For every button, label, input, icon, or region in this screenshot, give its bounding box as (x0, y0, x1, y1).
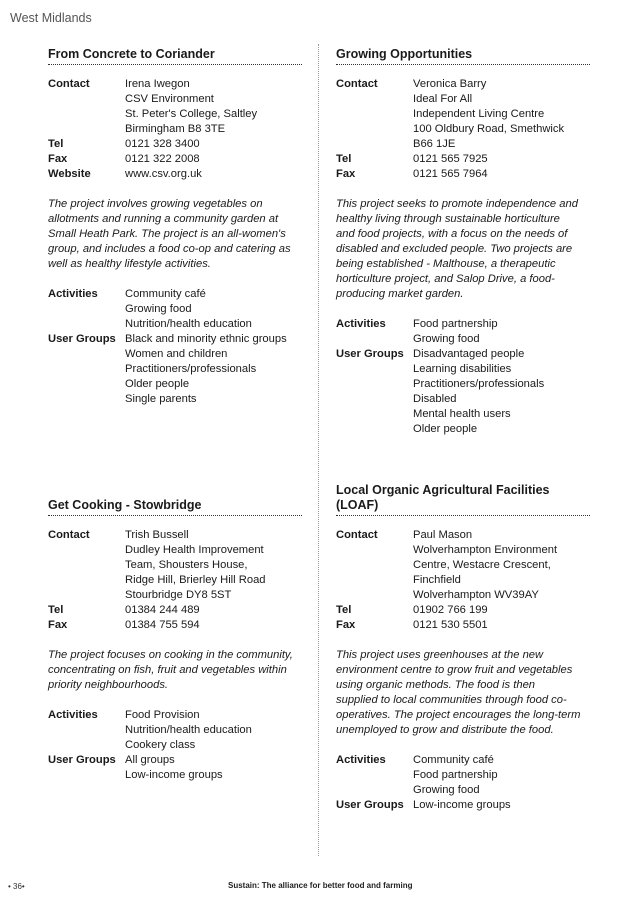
project-title-line: From Concrete to Coriander (48, 47, 215, 61)
activities-label: Activities (336, 318, 386, 330)
activities-section (48, 287, 302, 407)
activities-label: Activities (336, 754, 386, 766)
contact-line: Stourbridge DY8 5ST (125, 589, 232, 601)
project-title (336, 47, 590, 65)
fax-value: 0121 322 2008 (125, 153, 200, 165)
user-groups-label: User Groups (48, 754, 116, 766)
activity-item: Growing food (413, 333, 480, 345)
contact-line: Irena Iwegon (125, 78, 190, 90)
user-group-item: All groups (125, 754, 175, 766)
user-group-item: Black and minority ethnic groups (125, 333, 287, 345)
user-groups-label: User Groups (336, 348, 404, 360)
contact-line: B66 1JE (413, 138, 456, 150)
activities-section (48, 708, 302, 783)
website-label: Website (48, 168, 91, 180)
tel-label: Tel (48, 138, 64, 150)
user-group-item: Mental health users (413, 408, 511, 420)
contact-details (48, 77, 302, 182)
project-title (336, 483, 590, 516)
description-line: healthy living through sustainable horticulture (336, 213, 560, 225)
project-entry (336, 483, 590, 813)
user-groups-label: User Groups (336, 799, 404, 811)
contact-line: 100 Oldbury Road, Smethwick (413, 123, 565, 135)
contact-line: Birmingham B8 3TE (125, 123, 226, 135)
description-line: concentrating on fish, fruit and vegetables within (48, 664, 287, 676)
description-line: operatives. The project encourages the long-term (336, 709, 581, 721)
contact-line: Independent Living Centre (413, 108, 545, 120)
activity-item: Growing food (125, 303, 192, 315)
contact-line: Wolverhampton WV39AY (413, 589, 539, 601)
contact-details (336, 528, 590, 633)
contact-line: Ridge Hill, Brierley Hill Road (125, 574, 266, 586)
description-line: The project involves growing vegetables on (48, 198, 263, 210)
description-line: being established - Malthouse, a therapeutic (336, 258, 556, 270)
activities-section (336, 317, 590, 437)
contact-details (336, 77, 590, 182)
description-line: The project focuses on cooking in the community, (48, 649, 293, 661)
user-group-item: Practitioners/professionals (413, 378, 545, 390)
project-description (336, 648, 590, 738)
tel-value: 01902 766 199 (413, 604, 488, 616)
user-group-item: Low-income groups (413, 799, 511, 811)
contact-line: Paul Mason (413, 529, 473, 541)
activity-item: Nutrition/health education (125, 724, 252, 736)
description-line: unemployed to grow and distribute the food. (336, 724, 554, 736)
fax-value: 0121 565 7964 (413, 168, 488, 180)
activity-item: Nutrition/health education (125, 318, 252, 330)
page-number: • 36• (8, 882, 25, 891)
project-entry (48, 47, 302, 407)
activities-label: Activities (48, 709, 98, 721)
description-line: group, and includes a food co-op and catering as (48, 243, 291, 255)
fax-value: 0121 530 5501 (413, 619, 488, 631)
website-link[interactable]: www.csv.org.uk (125, 168, 202, 180)
activity-item: Food partnership (413, 318, 498, 330)
description-line: producing market garden. (336, 288, 464, 300)
fax-value: 01384 755 594 (125, 619, 200, 631)
activities-section (336, 753, 590, 813)
contact-line: Ideal For All (413, 93, 473, 105)
tel-label: Tel (336, 604, 352, 616)
description-line: using organic methods. The food is then (336, 679, 536, 691)
user-group-item: Older people (125, 378, 190, 390)
user-group-item: Older people (413, 423, 478, 435)
tel-label: Tel (48, 604, 64, 616)
project-description (48, 648, 302, 693)
description-line: Small Heath Park. The project is an all-women's (48, 228, 286, 240)
activity-item: Community café (413, 754, 494, 766)
contact-line: CSV Environment (125, 93, 214, 105)
contact-label: Contact (48, 78, 90, 90)
region-header: West Midlands (10, 11, 92, 25)
contact-line: Centre, Westacre Crescent, (413, 559, 551, 571)
project-title (48, 47, 302, 65)
user-group-item: Single parents (125, 393, 197, 405)
column-divider (318, 44, 319, 856)
contact-label: Contact (336, 78, 378, 90)
contact-line: Team, Shousters House, (125, 559, 248, 571)
description-line: allotments and running a community garden at (48, 213, 279, 225)
contact-line: Dudley Health Improvement (125, 544, 264, 556)
activity-item: Community café (125, 288, 206, 300)
description-line: and food projects, with a focus on the needs of (336, 228, 568, 240)
contact-label: Contact (48, 529, 90, 541)
fax-label: Fax (336, 619, 356, 631)
contact-details (48, 528, 302, 633)
user-groups-label: User Groups (48, 333, 116, 345)
tel-value: 0121 328 3400 (125, 138, 200, 150)
fax-label: Fax (336, 168, 356, 180)
description-line: well as healthy lifestyle activities. (48, 258, 211, 270)
activity-item: Growing food (413, 784, 480, 796)
project-title-line: (LOAF) (336, 498, 379, 512)
description-line: supplied to local communities through food co- (336, 694, 567, 706)
activities-label: Activities (48, 288, 98, 300)
project-description (48, 197, 302, 272)
project-title-line: Growing Opportunities (336, 47, 473, 61)
activity-item: Food Provision (125, 709, 200, 721)
contact-label: Contact (336, 529, 378, 541)
user-group-item: Learning disabilities (413, 363, 512, 375)
activity-item: Food partnership (413, 769, 498, 781)
description-line: This project seeks to promote independence and (336, 198, 578, 210)
user-group-item: Low-income groups (125, 769, 223, 781)
footer-text: Sustain: The alliance for better food and farming (228, 881, 413, 890)
activity-item: Cookery class (125, 739, 196, 751)
project-entry (48, 498, 302, 783)
project-title (48, 498, 302, 516)
contact-line: St. Peter's College, Saltley (125, 108, 258, 120)
tel-value: 0121 565 7925 (413, 153, 488, 165)
user-group-item: Disabled (413, 393, 457, 405)
tel-label: Tel (336, 153, 352, 165)
contact-line: Finchfield (413, 574, 461, 586)
project-description (336, 197, 590, 302)
project-title-line: Get Cooking - Stowbridge (48, 498, 202, 512)
user-group-item: Women and children (125, 348, 228, 360)
contact-line: Wolverhampton Environment (413, 544, 558, 556)
user-group-item: Disadvantaged people (413, 348, 525, 360)
project-entry (336, 47, 590, 437)
description-line: This project uses greenhouses at the new (336, 649, 544, 661)
description-line: horticulture project, and Salop Drive, a food- (336, 273, 555, 285)
user-group-item: Practitioners/professionals (125, 363, 257, 375)
fax-label: Fax (48, 153, 68, 165)
project-title-line: Local Organic Agricultural Facilities (336, 483, 550, 497)
tel-value: 01384 244 489 (125, 604, 200, 616)
contact-line: Veronica Barry (413, 78, 487, 90)
description-line: priority neighbourhoods. (48, 679, 169, 691)
description-line: disabled and excluded people. Two projects are (336, 243, 573, 255)
contact-line: Trish Bussell (125, 529, 189, 541)
description-line: environment centre to grow fruit and vegetables (336, 664, 573, 676)
fax-label: Fax (48, 619, 68, 631)
